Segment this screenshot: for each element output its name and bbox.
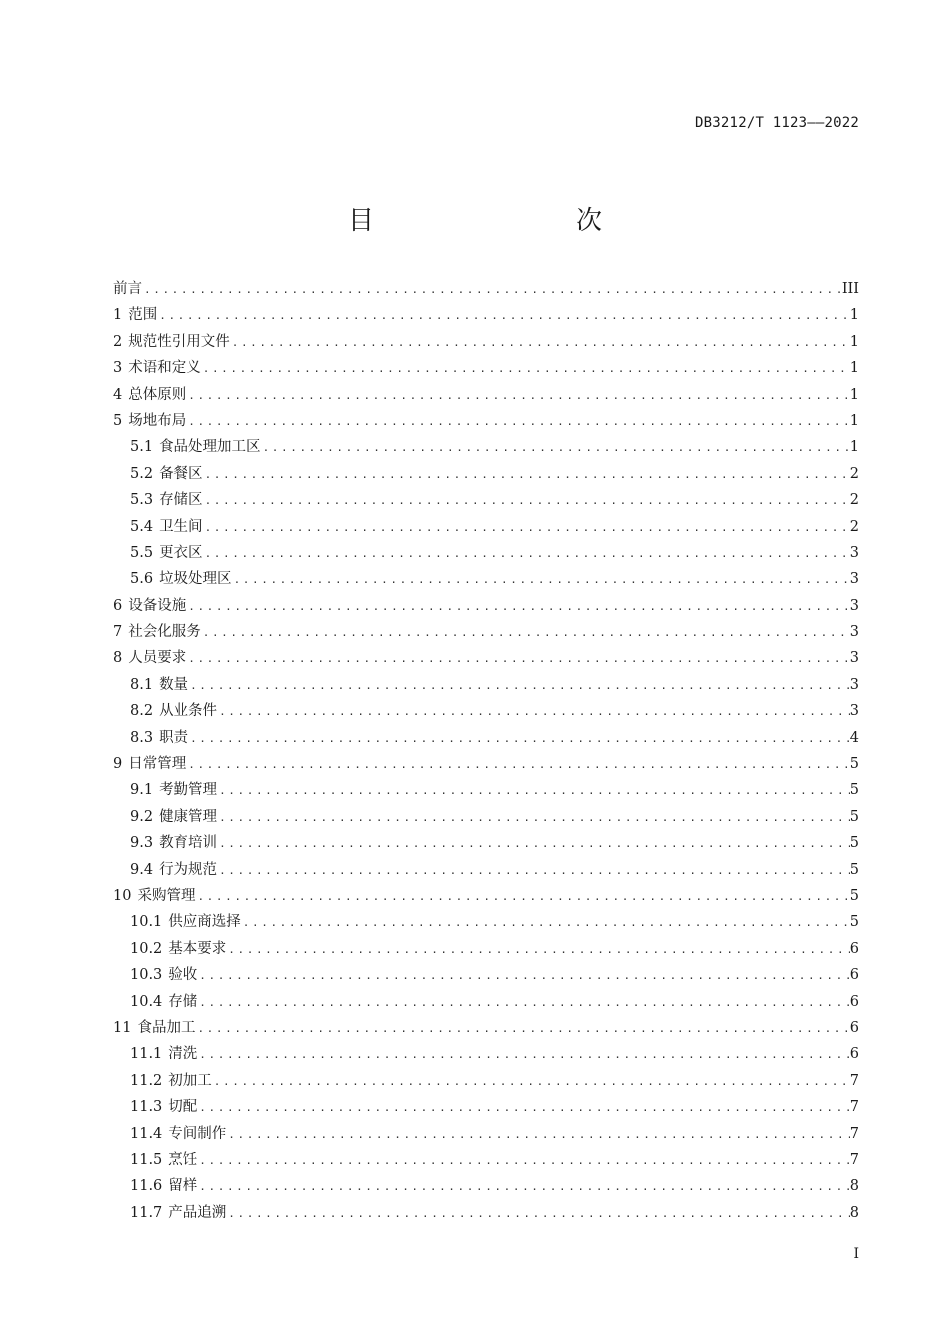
dot-leader: [217, 778, 850, 804]
toc-entry[interactable]: [113, 857, 859, 883]
toc-entry-title: 教育培训: [159, 835, 218, 852]
toc-entry-number: 5.4: [130, 518, 154, 535]
dot-leader: [188, 673, 850, 699]
toc-entry-page: 1: [849, 386, 859, 403]
toc-entry[interactable]: [113, 936, 859, 962]
toc-entry-number: 11.5: [130, 1151, 163, 1168]
toc-entry-page: 1: [849, 412, 859, 429]
page-title: 目 次: [347, 206, 652, 236]
toc-entry-number: 4: [113, 386, 123, 403]
toc-entry-page: 2: [849, 518, 859, 535]
toc-entry-page: 5: [849, 756, 859, 773]
table-of-contents: [113, 276, 859, 1226]
toc-entry-page: 8: [849, 1178, 859, 1195]
toc-entry-number: 11.6: [130, 1178, 163, 1195]
dot-leader: [197, 1148, 849, 1174]
toc-entry-page: 1: [849, 333, 859, 350]
toc-entry[interactable]: [113, 1173, 859, 1199]
dot-leader: [186, 646, 850, 672]
toc-entry-page: 3: [849, 650, 859, 667]
toc-entry-number: 8: [113, 650, 123, 667]
toc-entry[interactable]: [113, 883, 859, 909]
toc-entry-number: 5.2: [130, 465, 154, 482]
toc-entry-title: 考勤管理: [159, 782, 218, 799]
toc-entry-page: 3: [849, 676, 859, 693]
toc-entry-title: 切配: [168, 1099, 198, 1116]
toc-entry-number: 8.2: [130, 703, 154, 720]
toc-entry-title: 场地布局: [128, 412, 187, 429]
toc-entry-page: 1: [849, 439, 859, 456]
toc-entry-page: 2: [849, 465, 859, 482]
toc-entry-page: 7: [849, 1125, 859, 1142]
toc-entry-number: 11.3: [130, 1099, 163, 1116]
toc-entry[interactable]: [113, 408, 859, 434]
dot-leader: [212, 1069, 850, 1095]
toc-entry-title: 范围: [128, 307, 158, 324]
toc-entry-number: 5.5: [130, 544, 154, 561]
dot-leader: [201, 356, 850, 382]
toc-entry-title: 烹饪: [168, 1151, 198, 1168]
toc-entry-title: 术语和定义: [128, 360, 201, 377]
toc-entry-title: 垃圾处理区: [159, 571, 232, 588]
dot-leader: [226, 1201, 849, 1227]
toc-entry-number: 5.1: [130, 439, 154, 456]
toc-entry-number: 2: [113, 333, 123, 350]
dot-leader: [186, 752, 850, 778]
toc-entry-title: 前言: [113, 281, 142, 297]
toc-entry-number: 9.1: [130, 782, 154, 799]
toc-entry-page: 5: [849, 782, 859, 799]
toc-entry[interactable]: [113, 698, 859, 724]
toc-entry-number: 10.4: [130, 993, 163, 1010]
toc-entry[interactable]: [113, 804, 859, 830]
toc-entry-title: 社会化服务: [128, 624, 201, 641]
toc-entry[interactable]: [113, 355, 859, 381]
toc-entry-title: 职责: [159, 729, 189, 746]
toc-entry-number: 8.3: [130, 729, 154, 746]
toc-entry-number: 11.2: [130, 1072, 163, 1089]
toc-entry-page: 5: [849, 861, 859, 878]
toc-entry-number: 5: [113, 412, 123, 429]
toc-entry-title: 采购管理: [137, 887, 196, 904]
toc-entry-page: 8: [849, 1204, 859, 1221]
dot-leader: [157, 303, 850, 329]
toc-entry[interactable]: [113, 329, 859, 355]
toc-entry-page: 6: [849, 1019, 859, 1036]
toc-entry[interactable]: [113, 989, 859, 1015]
toc-entry[interactable]: [113, 540, 859, 566]
toc-entry-title: 清洗: [168, 1046, 198, 1063]
toc-entry-page: 7: [849, 1099, 859, 1116]
toc-entry[interactable]: [113, 619, 859, 645]
toc-entry-title: 卫生间: [159, 518, 203, 535]
dot-leader: [142, 277, 842, 303]
toc-entry-number: 11.7: [130, 1204, 163, 1221]
toc-entry-title: 日常管理: [128, 756, 187, 773]
toc-entry[interactable]: [113, 593, 859, 619]
toc-entry-title: 留样: [168, 1178, 198, 1195]
toc-entry-title: 数量: [159, 676, 189, 693]
toc-entry-title: 初加工: [168, 1072, 212, 1089]
toc-entry[interactable]: [113, 1121, 859, 1147]
toc-entry-page: 1: [849, 360, 859, 377]
dot-leader: [232, 567, 850, 593]
toc-entry[interactable]: [113, 487, 859, 513]
toc-entry[interactable]: [113, 725, 859, 751]
dot-leader: [201, 620, 850, 646]
toc-entry-title: 更衣区: [159, 544, 203, 561]
dot-leader: [203, 515, 850, 541]
toc-entry-page: 3: [849, 597, 859, 614]
toc-entry[interactable]: [113, 777, 859, 803]
toc-entry-title: 人员要求: [128, 650, 187, 667]
toc-entry-page: 5: [849, 887, 859, 904]
toc-entry[interactable]: [113, 1200, 859, 1226]
toc-entry[interactable]: [113, 461, 859, 487]
toc-entry-page: 3: [849, 571, 859, 588]
page-number: I: [853, 1246, 859, 1262]
toc-entry-page: 6: [849, 940, 859, 957]
toc-entry-title: 设备设施: [128, 597, 187, 614]
toc-entry-title: 验收: [168, 967, 198, 984]
toc-entry-page: 7: [849, 1072, 859, 1089]
toc-entry[interactable]: [113, 514, 859, 540]
toc-entry[interactable]: [113, 830, 859, 856]
toc-entry-page: 7: [849, 1151, 859, 1168]
toc-entry[interactable]: [113, 1094, 859, 1120]
dot-leader: [217, 831, 850, 857]
dot-leader: [217, 858, 850, 884]
toc-entry[interactable]: [113, 382, 859, 408]
dot-leader: [230, 330, 850, 356]
dot-leader: [217, 805, 850, 831]
dot-leader: [197, 990, 849, 1016]
toc-entry-number: 6: [113, 597, 123, 614]
toc-entry-number: 9.4: [130, 861, 154, 878]
toc-entry-page: 1: [849, 307, 859, 324]
toc-entry-page: 5: [849, 808, 859, 825]
toc-entry-number: 9.3: [130, 835, 154, 852]
toc-entry-title: 备餐区: [159, 465, 203, 482]
toc-entry-title: 专间制作: [168, 1125, 227, 1142]
dot-leader: [203, 488, 850, 514]
toc-entry-number: 11: [113, 1019, 132, 1036]
toc-entry-page: 5: [849, 914, 859, 931]
dot-leader: [241, 910, 850, 936]
toc-entry-page: 5: [849, 835, 859, 852]
dot-leader: [217, 699, 850, 725]
toc-entry[interactable]: [113, 1015, 859, 1041]
toc-entry-number: 11.4: [130, 1125, 163, 1142]
toc-entry[interactable]: [113, 1041, 859, 1067]
toc-entry-title: 基本要求: [168, 940, 227, 957]
toc-entry-page: 3: [849, 624, 859, 641]
dot-leader: [195, 884, 849, 910]
dot-leader: [226, 937, 849, 963]
toc-entry-number: 3: [113, 360, 123, 377]
toc-entry-page: 3: [849, 544, 859, 561]
dot-leader: [261, 435, 850, 461]
toc-entry-page: 6: [849, 967, 859, 984]
dot-leader: [186, 594, 850, 620]
toc-entry-number: 9.2: [130, 808, 154, 825]
toc-entry[interactable]: [113, 1068, 859, 1094]
toc-entry-title: 总体原则: [128, 386, 187, 403]
toc-entry-page: 3: [849, 703, 859, 720]
dot-leader: [197, 1174, 849, 1200]
dot-leader: [226, 1122, 849, 1148]
toc-entry[interactable]: [113, 962, 859, 988]
document-code: DB3212/T 1123——2022: [695, 115, 859, 131]
dot-leader: [197, 963, 849, 989]
toc-entry[interactable]: [113, 909, 859, 935]
toc-entry-number: 5.6: [130, 571, 154, 588]
dot-leader: [203, 462, 850, 488]
toc-entry-title: 供应商选择: [168, 914, 241, 931]
toc-entry-number: 5.3: [130, 492, 154, 509]
toc-entry-title: 存储: [168, 993, 198, 1010]
toc-entry-number: 10: [113, 887, 132, 904]
toc-entry-number: 1: [113, 307, 123, 324]
toc-entry-number: 8.1: [130, 676, 154, 693]
toc-entry-title: 产品追溯: [168, 1204, 227, 1221]
dot-leader: [186, 409, 850, 435]
toc-entry[interactable]: [113, 434, 859, 460]
toc-entry-title: 食品处理加工区: [159, 439, 261, 456]
toc-entry-title: 食品加工: [137, 1019, 196, 1036]
dot-leader: [197, 1095, 849, 1121]
toc-entry-page: 2: [849, 492, 859, 509]
toc-entry[interactable]: [113, 1147, 859, 1173]
toc-entry-title: 规范性引用文件: [128, 333, 230, 350]
toc-entry[interactable]: [113, 672, 859, 698]
dot-leader: [203, 541, 850, 567]
toc-entry[interactable]: [113, 276, 859, 302]
dot-leader: [188, 726, 850, 752]
toc-entry-number: 11.1: [130, 1046, 163, 1063]
toc-entry[interactable]: [113, 751, 859, 777]
toc-entry[interactable]: [113, 566, 859, 592]
toc-entry-number: 10.3: [130, 967, 163, 984]
toc-entry-title: 健康管理: [159, 808, 218, 825]
toc-entry-number: 9: [113, 756, 123, 773]
toc-entry-title: 行为规范: [159, 861, 218, 878]
toc-entry-page: 6: [849, 1046, 859, 1063]
toc-entry-title: 存储区: [159, 492, 203, 509]
dot-leader: [186, 383, 850, 409]
dot-leader: [195, 1016, 849, 1042]
toc-entry-number: 10.2: [130, 940, 163, 957]
toc-entry[interactable]: [113, 302, 859, 328]
toc-entry-page: 6: [849, 993, 859, 1010]
toc-entry-number: 10.1: [130, 914, 163, 931]
dot-leader: [197, 1042, 849, 1068]
toc-entry[interactable]: [113, 645, 859, 671]
toc-entry-page: III: [841, 281, 859, 297]
toc-entry-page: 4: [849, 729, 859, 746]
toc-entry-title: 从业条件: [159, 703, 218, 720]
toc-entry-number: 7: [113, 624, 123, 641]
